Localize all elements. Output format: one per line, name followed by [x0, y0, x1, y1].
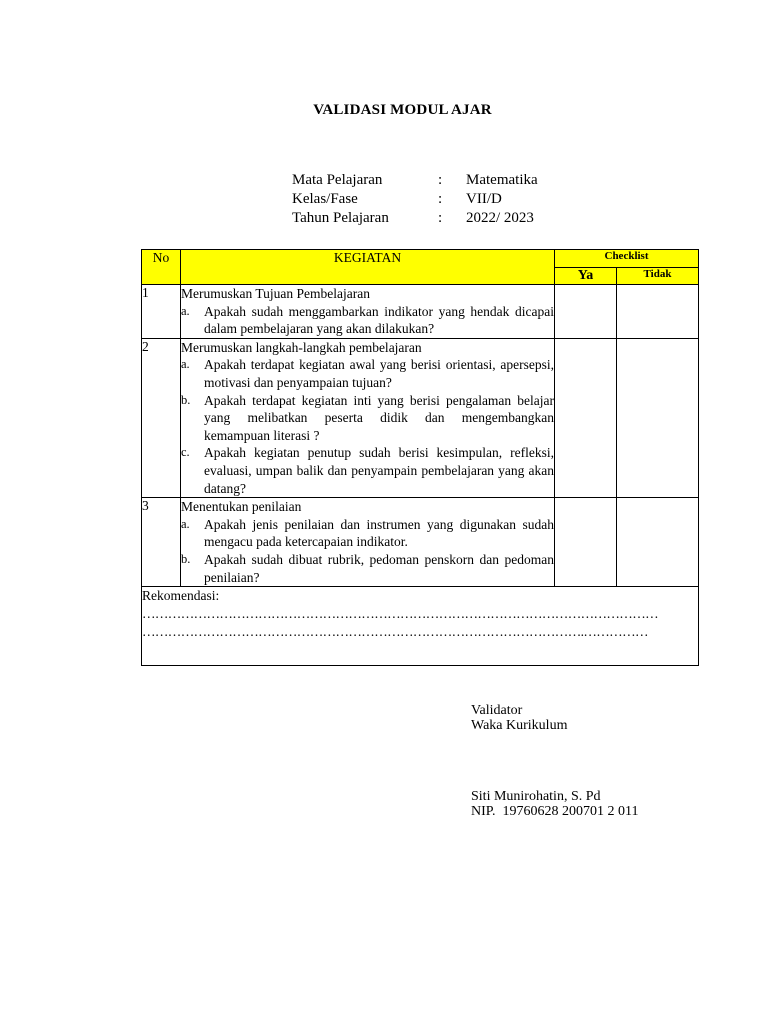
rekomendasi-line: ………………………………………………………………………………………………………… — [142, 606, 659, 622]
list-item — [181, 356, 554, 391]
item-text: Apakah sudah menggambarkan indikator yang hendak dicapai dalam pembelajaran yang akan dilakukan? — [204, 303, 554, 337]
validation-table — [141, 249, 699, 666]
row-activity — [181, 285, 555, 339]
item-label: a. — [181, 303, 190, 318]
item-label: b. — [181, 551, 191, 566]
row-number: 2 — [142, 338, 181, 497]
header-kegiatan: KEGIATAN — [181, 250, 555, 285]
meta-key: Mata Pelajaran — [292, 172, 383, 188]
signature-identity — [471, 789, 639, 819]
table-row — [142, 498, 699, 587]
meta-key: Tahun Pelajaran — [292, 210, 389, 226]
validator-label: Validator — [471, 703, 523, 718]
item-label: a. — [181, 516, 190, 531]
meta-row-year — [292, 210, 538, 229]
item-text: Apakah terdapat kegiatan inti yang berisi pengalaman belajar yang melibatkan peserta didik dan mengembangkan kemampuan literasi ? — [204, 392, 554, 443]
item-label: c. — [181, 445, 190, 460]
rekomendasi-label: Rekomendasi: — [142, 588, 220, 604]
header-no: No — [142, 250, 181, 285]
row-activity — [181, 498, 555, 587]
signer-nip: NIP. 19760628 200701 2 011 — [471, 804, 639, 819]
row-number: 1 — [142, 285, 181, 339]
item-label: a. — [181, 357, 190, 372]
rekomendasi-line: ………………………………………………………………………………………….…………… — [142, 624, 648, 640]
role-label: Waka Kurikulum — [471, 718, 568, 733]
list-item — [181, 444, 554, 497]
checkbox-tidak[interactable] — [617, 498, 699, 587]
meta-value: VII/D — [466, 191, 502, 207]
meta-value: Matematika — [466, 172, 538, 188]
checkbox-ya[interactable] — [555, 285, 617, 339]
document-title: VALIDASI MODUL AJAR — [313, 102, 492, 118]
signer-name: Siti Munirohatin, S. Pd — [471, 789, 601, 804]
row-activity — [181, 338, 555, 497]
item-label: b. — [181, 392, 191, 407]
checkbox-ya[interactable] — [555, 338, 617, 497]
item-text: Apakah kegiatan penutup sudah berisi kesimpulan, refleksi, evaluasi, umpan balik dan penyampain pembelajaran yang akan datang? — [204, 445, 554, 496]
rekomendasi-row — [142, 587, 699, 666]
meta-row-subject — [292, 172, 538, 191]
meta-info — [292, 172, 538, 229]
activity-heading: Merumuskan Tujuan Pembelajaran — [181, 286, 370, 301]
row-number: 3 — [142, 498, 181, 587]
activity-heading: Merumuskan langkah-langkah pembelajaran — [181, 339, 422, 355]
meta-value: 2022/ 2023 — [466, 210, 534, 226]
meta-row-class — [292, 191, 538, 210]
list-item — [181, 303, 554, 338]
rekomendasi-cell — [142, 587, 699, 666]
table-row — [142, 338, 699, 497]
meta-colon: : — [438, 210, 443, 226]
item-text: Apakah jenis penilaian dan instrumen yang digunakan sudah mengacu pada ketercapaian indikator. — [204, 516, 554, 550]
signature-role — [471, 703, 567, 733]
meta-key: Kelas/Fase — [292, 191, 358, 207]
item-text: Apakah terdapat kegiatan awal yang berisi orientasi, apersepsi, motivasi dan penyampaian tujuan? — [204, 357, 554, 390]
activity-heading: Menentukan penilaian — [181, 499, 302, 515]
list-item — [181, 516, 554, 551]
header-ya: Ya — [555, 267, 617, 285]
table-row — [142, 285, 699, 339]
list-item — [181, 551, 554, 586]
checkbox-tidak[interactable] — [617, 338, 699, 497]
meta-colon: : — [438, 191, 443, 207]
checkbox-tidak[interactable] — [617, 285, 699, 339]
list-item — [181, 392, 554, 445]
header-checklist: Checklist — [555, 250, 699, 268]
checkbox-ya[interactable] — [555, 498, 617, 587]
item-text: Apakah sudah dibuat rubrik, pedoman penskorn dan pedoman penilaian? — [204, 551, 554, 585]
meta-colon: : — [438, 172, 443, 188]
header-tidak: Tidak — [617, 267, 699, 285]
